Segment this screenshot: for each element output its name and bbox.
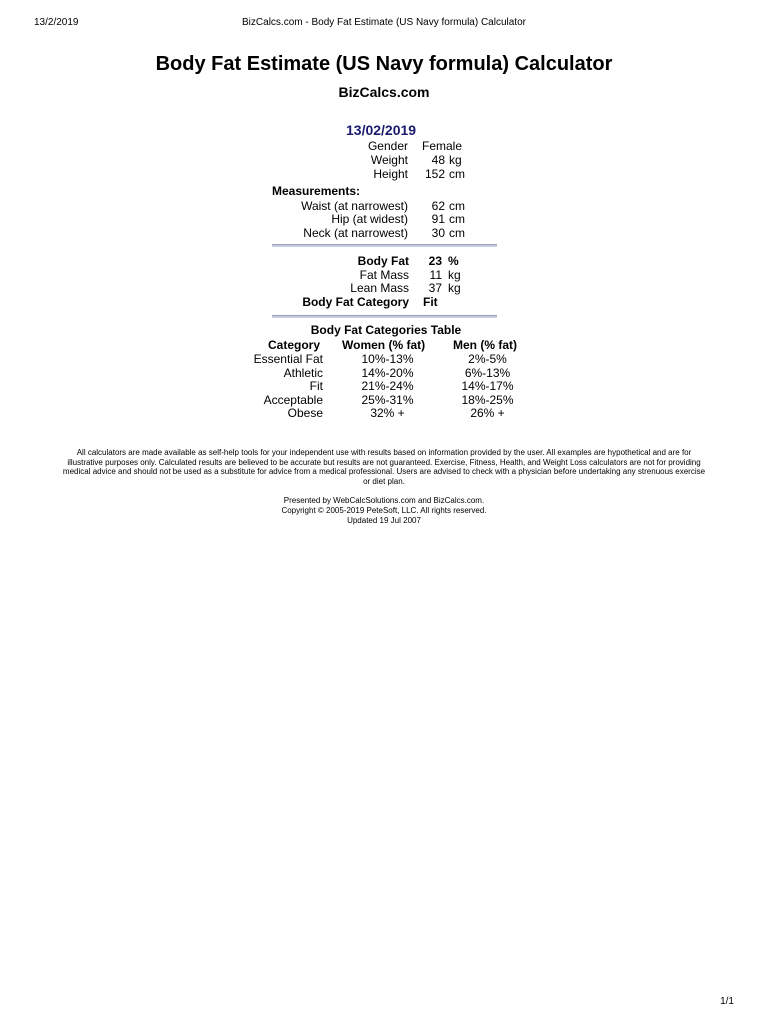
table-cell-category: Obese (287, 406, 323, 420)
result-value: 37 (428, 281, 442, 295)
print-header-date: 13/2/2019 (34, 17, 79, 28)
table-cell-men: 6%-13% (464, 366, 511, 380)
result-label: Body Fat (357, 254, 409, 268)
table-cell-men: 26% + (470, 406, 505, 420)
print-header-title: BizCalcs.com - Body Fat Estimate (US Navy formula) Calculator (242, 17, 526, 28)
table-cell-category: Athletic (283, 366, 323, 380)
input-value: 152 (424, 167, 445, 181)
measurement-value: 91 (431, 212, 445, 226)
result-value: Fit (423, 295, 438, 309)
report-date: 13/02/2019 (346, 122, 417, 138)
measurement-value: 30 (431, 226, 445, 240)
result-unit: kg (448, 268, 461, 282)
updated-date: Updated 19 Jul 2007 (347, 516, 421, 525)
disclaimer-text: All calculators are made available as self-help tools for your independent use with results based on information provided by the user. All examples are hypothetical and are for illustrative purposes only. Calculated results are believed to be accurate but results are not guaranteed. Exercise, Fitness, Health, and Weight Loss calculators are not for providing medical advice and should not be used as a substitute for advice from a medical professional. Users are advised to check with a physician before undertaking any strenuous exercise or diet plan. (62, 448, 706, 486)
result-value: 11 (429, 268, 442, 282)
divider (272, 315, 497, 318)
table-header-category: Category (268, 338, 321, 352)
divider (272, 244, 497, 247)
table-cell-women: 21%-24% (361, 379, 414, 393)
result-unit: kg (448, 281, 461, 295)
measurements-heading: Measurements: (272, 184, 361, 198)
credits (0, 496, 768, 526)
input-label: Gender (367, 139, 408, 153)
table-cell-men: 14%-17% (461, 379, 514, 393)
result-value: 23 (428, 254, 442, 268)
input-label: Height (373, 167, 408, 181)
measurement-value: 62 (431, 199, 445, 213)
result-label: Body Fat Category (302, 295, 409, 309)
input-unit: cm (449, 167, 465, 181)
input-unit: kg (449, 153, 462, 167)
input-value: 48 (431, 153, 445, 167)
input-value: Female (422, 139, 463, 153)
measurement-unit: cm (449, 226, 465, 240)
measurement-unit: cm (449, 199, 465, 213)
measurement-label: Neck (at narrowest) (303, 226, 408, 240)
measurement-unit: cm (449, 212, 465, 226)
input-label: Weight (370, 153, 408, 167)
table-header-women: Women (% fat) (342, 338, 426, 352)
categories-table-title: Body Fat Categories Table (310, 323, 462, 337)
table-cell-women: 14%-20% (361, 366, 414, 380)
table-cell-category: Fit (309, 379, 323, 393)
result-label: Lean Mass (350, 281, 409, 295)
table-header-men: Men (% fat) (453, 338, 517, 352)
table-cell-men: 18%-25% (461, 393, 514, 407)
presented-by: Presented by WebCalcSolutions.com and BizCalcs.com. (283, 496, 485, 505)
table-cell-category: Acceptable (263, 393, 323, 407)
page-title: Body Fat Estimate (US Navy formula) Calculator (155, 53, 613, 75)
table-cell-women: 10%-13% (361, 352, 414, 366)
page-number: 1/1 (720, 996, 734, 1007)
copyright: Copyright © 2005-2019 PeteSoft, LLC. All rights reserved. (281, 506, 487, 515)
table-cell-women: 25%-31% (361, 393, 414, 407)
measurement-label: Waist (at narrowest) (301, 199, 408, 213)
measurement-label: Hip (at widest) (331, 212, 408, 226)
table-cell-women: 32% + (370, 406, 405, 420)
result-label: Fat Mass (359, 268, 409, 282)
page-subtitle: BizCalcs.com (338, 84, 430, 100)
result-unit: % (448, 254, 459, 268)
table-cell-category: Essential Fat (253, 352, 323, 366)
table-cell-men: 2%-5% (468, 352, 507, 366)
